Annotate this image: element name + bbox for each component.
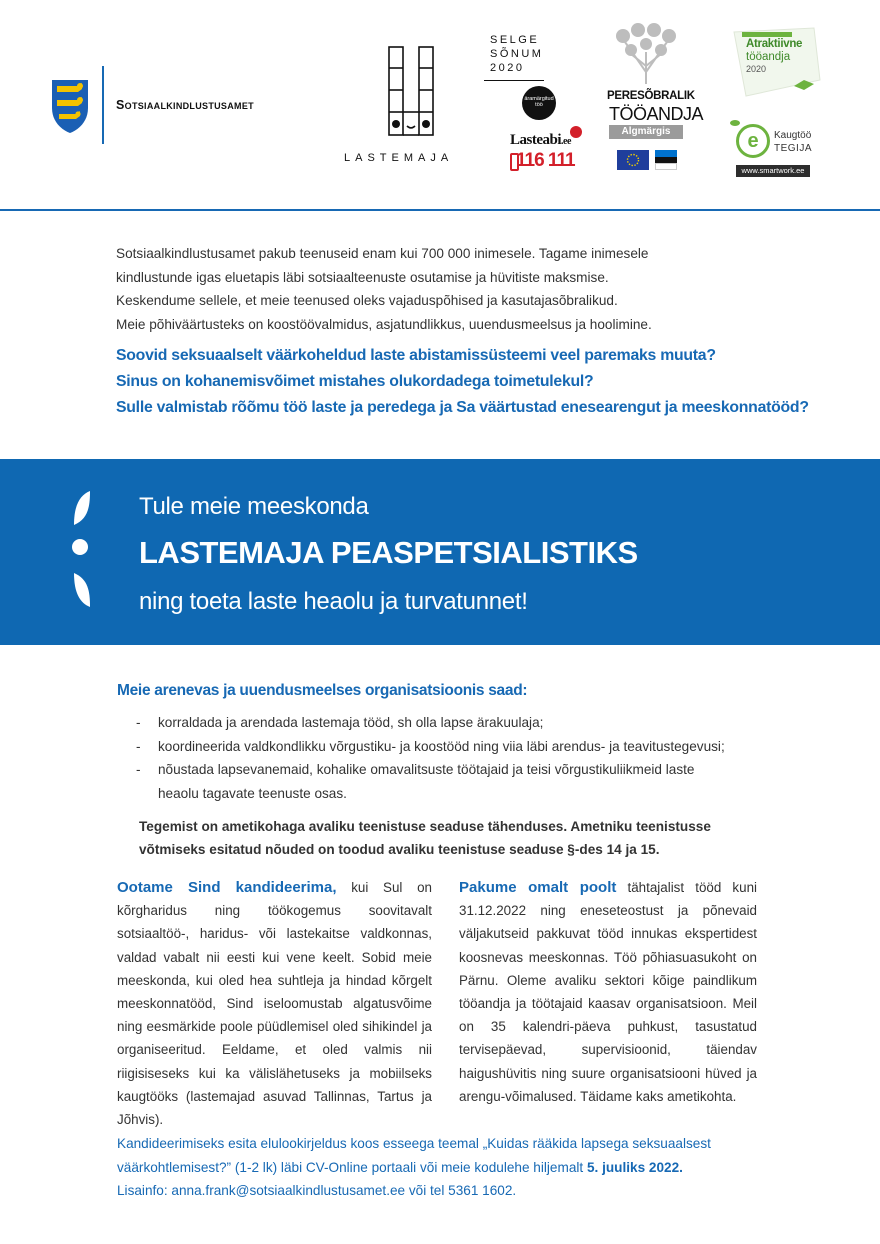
coat-of-arms-icon [50, 78, 90, 134]
kaugtoo-line1: Kaugtöö [774, 130, 812, 141]
selge-sonum-rule [484, 80, 544, 81]
header-divider [102, 66, 104, 144]
contact-info: Lisainfo: anna.frank@sotsiaalkindlustusamet.ee või tel 5361 1602. [117, 1183, 517, 1198]
kaugtoo-circle-icon: e [736, 124, 770, 158]
list-item: - nõustada lapsevanemaid, kohalike omavalitsuste töötajaid ja teisi võrgustikuliikmeid laste heaolu tagavate teenuste osas. [136, 758, 728, 805]
lastemaja-mark-icon [388, 46, 434, 136]
offer-title: Meie arenevas ja uuendusmeelses organisatsioonis saad: [117, 682, 528, 699]
requirements-column [117, 876, 432, 1131]
peresobralik-logo [605, 22, 704, 140]
question: Soovid seksuaalselt väärkoheldud laste abistamissüsteemi veel paremaks muuta? [116, 347, 716, 364]
banner-line3: ning toeta laste heaolu ja turvatunnet! [139, 588, 528, 615]
header-rule [0, 209, 880, 211]
civil-service-notice: Tegemist on ametikohaga avaliku teenistuse seaduse tähenduses. Ametniku teenistusse võtmiseks esitatud nõuded on toodud avaliku teenistuse seaduse §-des 14 ja 15. [139, 819, 711, 857]
agency-name: Sotsiaalkindlustusamet [116, 98, 254, 112]
selge-sonum-line3: 2020 [490, 62, 525, 74]
intro-line: Keskendume sellele, et meie teenused oleks vajaduspõhised ja kasutajasõbralikud. [116, 293, 618, 308]
questions [116, 343, 866, 421]
eu-flag-icon [617, 150, 649, 170]
atraktiivne-subtitle: tööandja [746, 51, 791, 63]
peresobralik-line3: Algmärgis [609, 125, 683, 139]
list-item: - korraldada ja arendada lastemaja tööd, sh olla lapse ärakuulaja; [136, 711, 796, 735]
lasteabi-name [510, 132, 571, 149]
intro-paragraph [116, 242, 756, 336]
kaugtoo-logo [734, 120, 814, 180]
intro-line: Sotsiaalkindlustusamet pakub teenuseid enam kui 700 000 inimesele. Tagame inimesele [116, 246, 649, 261]
offer-list [136, 711, 796, 805]
intro-line: kindlustunde igas eluetapis läbi sotsiaalteenuste osutamise ja hüvitiste maksmise. [116, 269, 609, 285]
question: Sulle valmistab rõõmu töö laste ja peredega ja Sa väärtustad enesearengut ja meeskonnatööd? [116, 399, 809, 416]
smartwork-url: www.smartwork.ee [736, 165, 810, 177]
peresobralik-line2: TÖÖANDJA [609, 104, 704, 124]
estonian-flag-black [655, 157, 677, 164]
lasteabi-domain: .ee [561, 136, 571, 147]
application-deadline: 5. juuliks 2022. [586, 1159, 683, 1175]
requirements-lead: Ootame Sind kandideerima, [117, 879, 337, 896]
lasteabi-name-text: Lasteabi [510, 132, 562, 148]
estonian-flag-white [655, 163, 677, 170]
benefits-text: tähtajalist tööd kuni 31.12.2022 ning eneseteostust ja põnevaid väljakutseid pakkuvat tööd innukas ekspertidest koosnevas meeskonnas. Töö põhiasuasukoht on Pärnu. Oleme avaliku sektori kõige paindlikum tööandja ja töötajaid kaasav organisatsioon. Meil on 35 kalendri-päeva puhkust, tasustatud tervisepäevad, supervisioonid, täiendav haigushüvitis ning suure organisatsiooni hüved ja arengu-võimalused. Täidame kaks ametikohta. [459, 880, 757, 1104]
estonian-flag-blue [655, 150, 677, 157]
question: Sinus on kohanemisvõimet mistahes olukordadega toimetulekul? [116, 373, 594, 390]
benefits-column [459, 876, 757, 1108]
lastemaja-logo [340, 46, 490, 170]
banner-line1: Tule meie meeskonda [139, 493, 369, 520]
phone-icon [510, 153, 519, 171]
selge-sonum-line1: SELGE [490, 34, 540, 46]
lasteabi-heart-icon [570, 126, 582, 138]
intro-line: Meie põhiväärtusteks on koostöövalmidus, asjatundlikkus, uuendusmeelsus ja hoolimine. [116, 316, 652, 332]
eu-stars-icon [617, 150, 649, 170]
lasteabi-number: 116 111 [516, 150, 575, 171]
peresobralik-line1: PERESÕBRALIK [607, 90, 695, 102]
selge-sonum-logo [484, 34, 564, 118]
selge-sonum-line2: SÕNUM [490, 48, 544, 60]
lasteabi-logo [510, 126, 590, 176]
lastemaja-wordmark: LASTEMAJA [344, 152, 454, 164]
kaugtoo-leaf-icon [730, 120, 740, 126]
atraktiivne-title: Atraktiivne [746, 38, 803, 50]
application-instructions: Kandideerimiseks esita elulookirjeldus koos esseega teemal „Kuidas rääkida lapsega seksuaalsest väärkohtlemisest?” (1-2 lk) läbi CV-Online portaali või meie kodulehe hiljemalt [117, 1136, 711, 1175]
selge-sonum-badge-text: äramärgitud töö [524, 96, 554, 108]
requirements-text: kui Sul on kõrgharidus ning töökogemus soovitavalt sotsiaaltöö-, haridus- või lastekaitse valdkonnas, valdad vabalt nii eesti kui vene keelt. Sobid meie meeskonda, kui oled hea suhtleja ja hindad kõrgelt meeskonnatööd, Sind iseloomustab algatusvõime ning eesmärkide poole püüdlemisel oled sihikindel ja organiseeritud. Eeldame, et oled valmis nii riigisiseseks kui ka välislähetuseks ja mobiilseks kaugtööks (lastemajad asuvad Tallinnas, Tartus ja Jõhvis). [117, 880, 433, 1128]
atraktiivne-year: 2020 [746, 64, 767, 74]
benefits-lead: Pakume omalt poolt [459, 879, 617, 896]
family-tree-icon [613, 22, 679, 86]
estonian-flag-icon [655, 150, 677, 170]
banner-job-title: LASTEMAJA PEASPETSIALISTIKS [139, 535, 638, 570]
atraktiivne-logo [732, 26, 822, 98]
lastemaja-face-icon [70, 489, 92, 609]
list-item: - koordineerida valdkondlikku võrgustiku- ja koostööd ning viia läbi arendus- ja teavitustegevusi; [136, 735, 796, 759]
application-info [117, 1132, 777, 1203]
application-text [117, 1132, 777, 1179]
kaugtoo-line2: TEGIJA [774, 143, 813, 154]
header [0, 0, 880, 209]
